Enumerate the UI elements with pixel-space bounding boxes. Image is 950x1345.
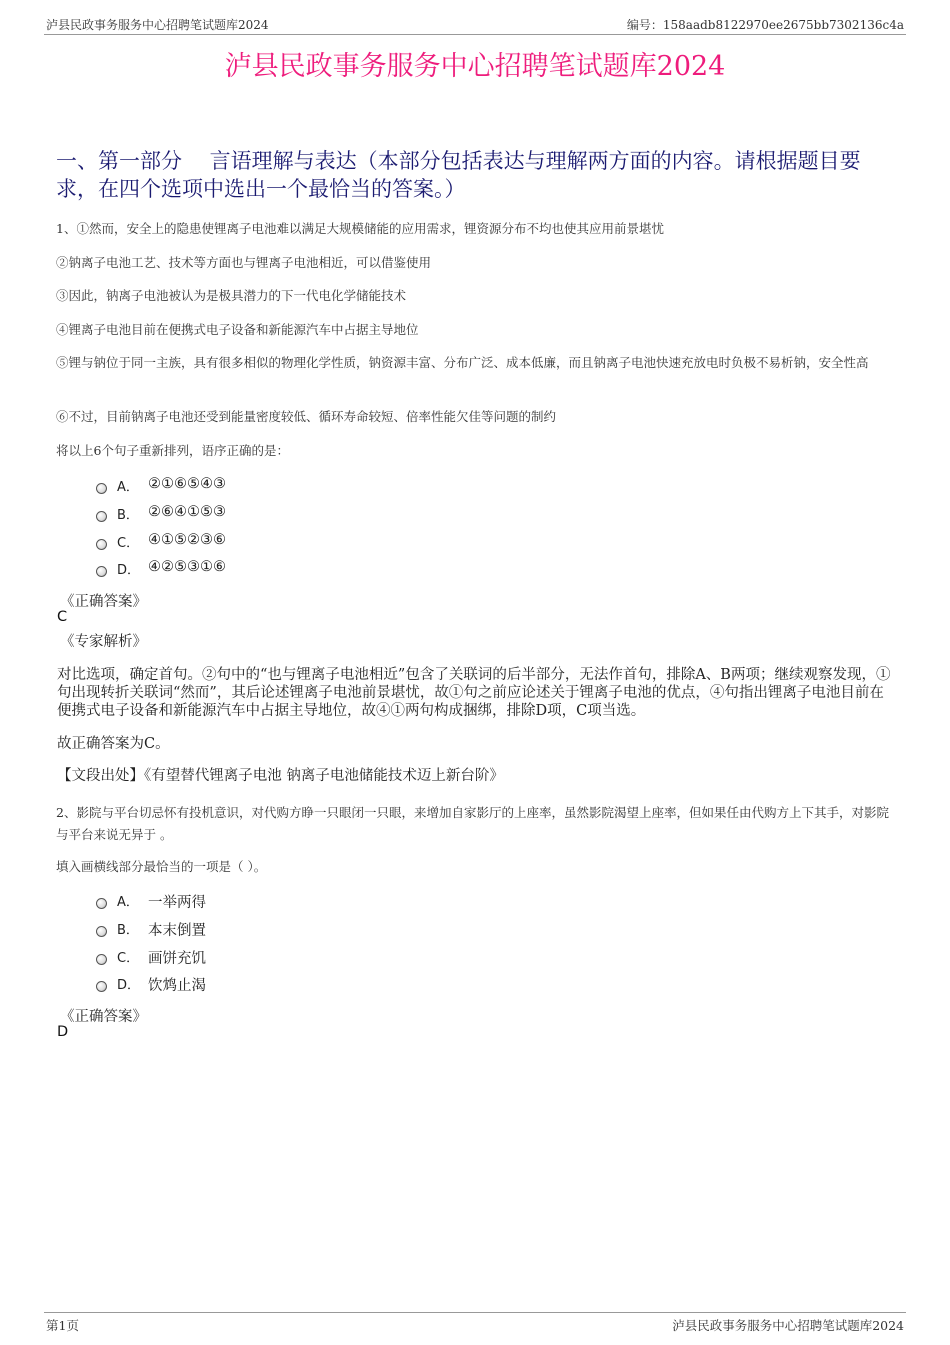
q1-analysis-label: 《专家解析》 <box>60 634 147 650</box>
option-letter: D． <box>117 978 141 993</box>
option-text: ②①⑥⑤④③ <box>148 476 226 492</box>
q1-answer: C <box>57 609 68 625</box>
option-letter: A． <box>117 480 139 495</box>
q1-line-4: ④锂离子电池目前在便携式电子设备和新能源汽车中占据主导地位 <box>56 322 419 337</box>
option-letter: B． <box>117 508 139 523</box>
radio-button-icon[interactable] <box>96 483 107 494</box>
header-doc-id: 编号：158aadb8122970ee2675bb7302136c4a <box>626 18 904 32</box>
option-text: ②⑥④①⑤③ <box>148 504 226 520</box>
q1-prompt: 将以上6个句子重新排列，语序正确的是： <box>56 443 289 458</box>
radio-button-icon[interactable] <box>96 926 107 937</box>
page-number: 第1页 <box>46 1318 79 1333</box>
footer-title: 泸县民政事务服务中心招聘笔试题库2024 <box>672 1318 904 1333</box>
option-letter: C． <box>117 536 140 551</box>
q1-line-2: ②钠离子电池工艺、技术等方面也与锂离子电池相近，可以借鉴使用 <box>56 255 432 270</box>
radio-button-icon[interactable] <box>96 511 107 522</box>
q2-prompt: 填入画横线部分最恰当的一项是（ ）。 <box>56 859 267 874</box>
radio-button-icon[interactable] <box>96 954 107 965</box>
q2-line-1: 2、影院与平台切忌怀有投机意识，对代购方睁一只眼闭一只眼，来增加自家影厅的上座率，虽然影院渴望上座率，但如果任由代购方上下其手，对影院与平台来说无异于 。 <box>56 805 889 842</box>
option-text: 画饼充饥 <box>148 951 206 967</box>
page-header <box>44 14 906 35</box>
q1-line-3: ③因此，钠离子电池被认为是极具潜力的下一代电化学储能技术 <box>56 288 407 303</box>
page-footer <box>44 1312 906 1337</box>
option-letter: C． <box>117 951 140 966</box>
q1-line-5: ⑤锂与钠位于同一主族，具有很多相似的物理化学性质，钠资源丰富、分布广泛、成本低廉，而且钠离子电池快速充放电时负极不易析钠，安全性高 <box>56 355 869 370</box>
q1-source: 【文段出处】《有望替代锂离子电池 钠离子电池储能技术迈上新台阶》 <box>57 768 504 784</box>
option-text: 本末倒置 <box>148 923 206 939</box>
q1-answer-label: 《正确答案》 <box>60 594 147 610</box>
option-text: 一举两得 <box>148 895 206 911</box>
q1-analysis: 对比选项，确定首句。②句中的“也与锂离子电池相近”包含了关联词的后半部分，无法作首句，排除A、B两项；继续观察发现，①句出现转折关联词“然而”，其后论述锂离子电池前景堪忧，故①句之前应论述关于锂离子电池的优点，④句指出锂离子电池目前在便携式电子设备和新能源汽车中占据主导地位，故④①两句构成捆绑，排除D项，C项当选。 <box>57 667 891 719</box>
radio-button-icon[interactable] <box>96 539 107 550</box>
option-text: ④①⑤②③⑥ <box>148 532 226 548</box>
option-text: 饮鸩止渴 <box>148 978 206 994</box>
header-title: 泸县民政事务服务中心招聘笔试题库2024 <box>46 18 269 32</box>
q2-answer: D <box>57 1024 69 1040</box>
document-title: 泸县民政事务服务中心招聘笔试题库2024 <box>224 51 726 82</box>
radio-button-icon[interactable] <box>96 898 107 909</box>
option-text: ④②⑤③①⑥ <box>148 559 226 575</box>
q1-line-1: 1、①然而，安全上的隐患使锂离子电池难以满足大规模储能的应用需求，锂资源分布不均也使其应用前景堪忧 <box>56 221 664 236</box>
option-letter: A． <box>117 895 139 910</box>
q1-line-6: ⑥不过，目前钠离子电池还受到能量密度较低、循环寿命较短、倍率性能欠佳等问题的制约 <box>56 409 557 424</box>
radio-button-icon[interactable] <box>96 981 107 992</box>
q1-conclusion: 故正确答案为C。 <box>57 736 170 752</box>
section-heading: 一、第一部分 言语理解与表达（本部分包括表达与理解两方面的内容。请根据题目要求，在四个选项中选出一个最恰当的答案。） <box>56 149 861 201</box>
radio-button-icon[interactable] <box>96 566 107 577</box>
option-letter: D． <box>117 563 141 578</box>
option-letter: B． <box>117 923 139 938</box>
q2-answer-label: 《正确答案》 <box>60 1009 147 1025</box>
